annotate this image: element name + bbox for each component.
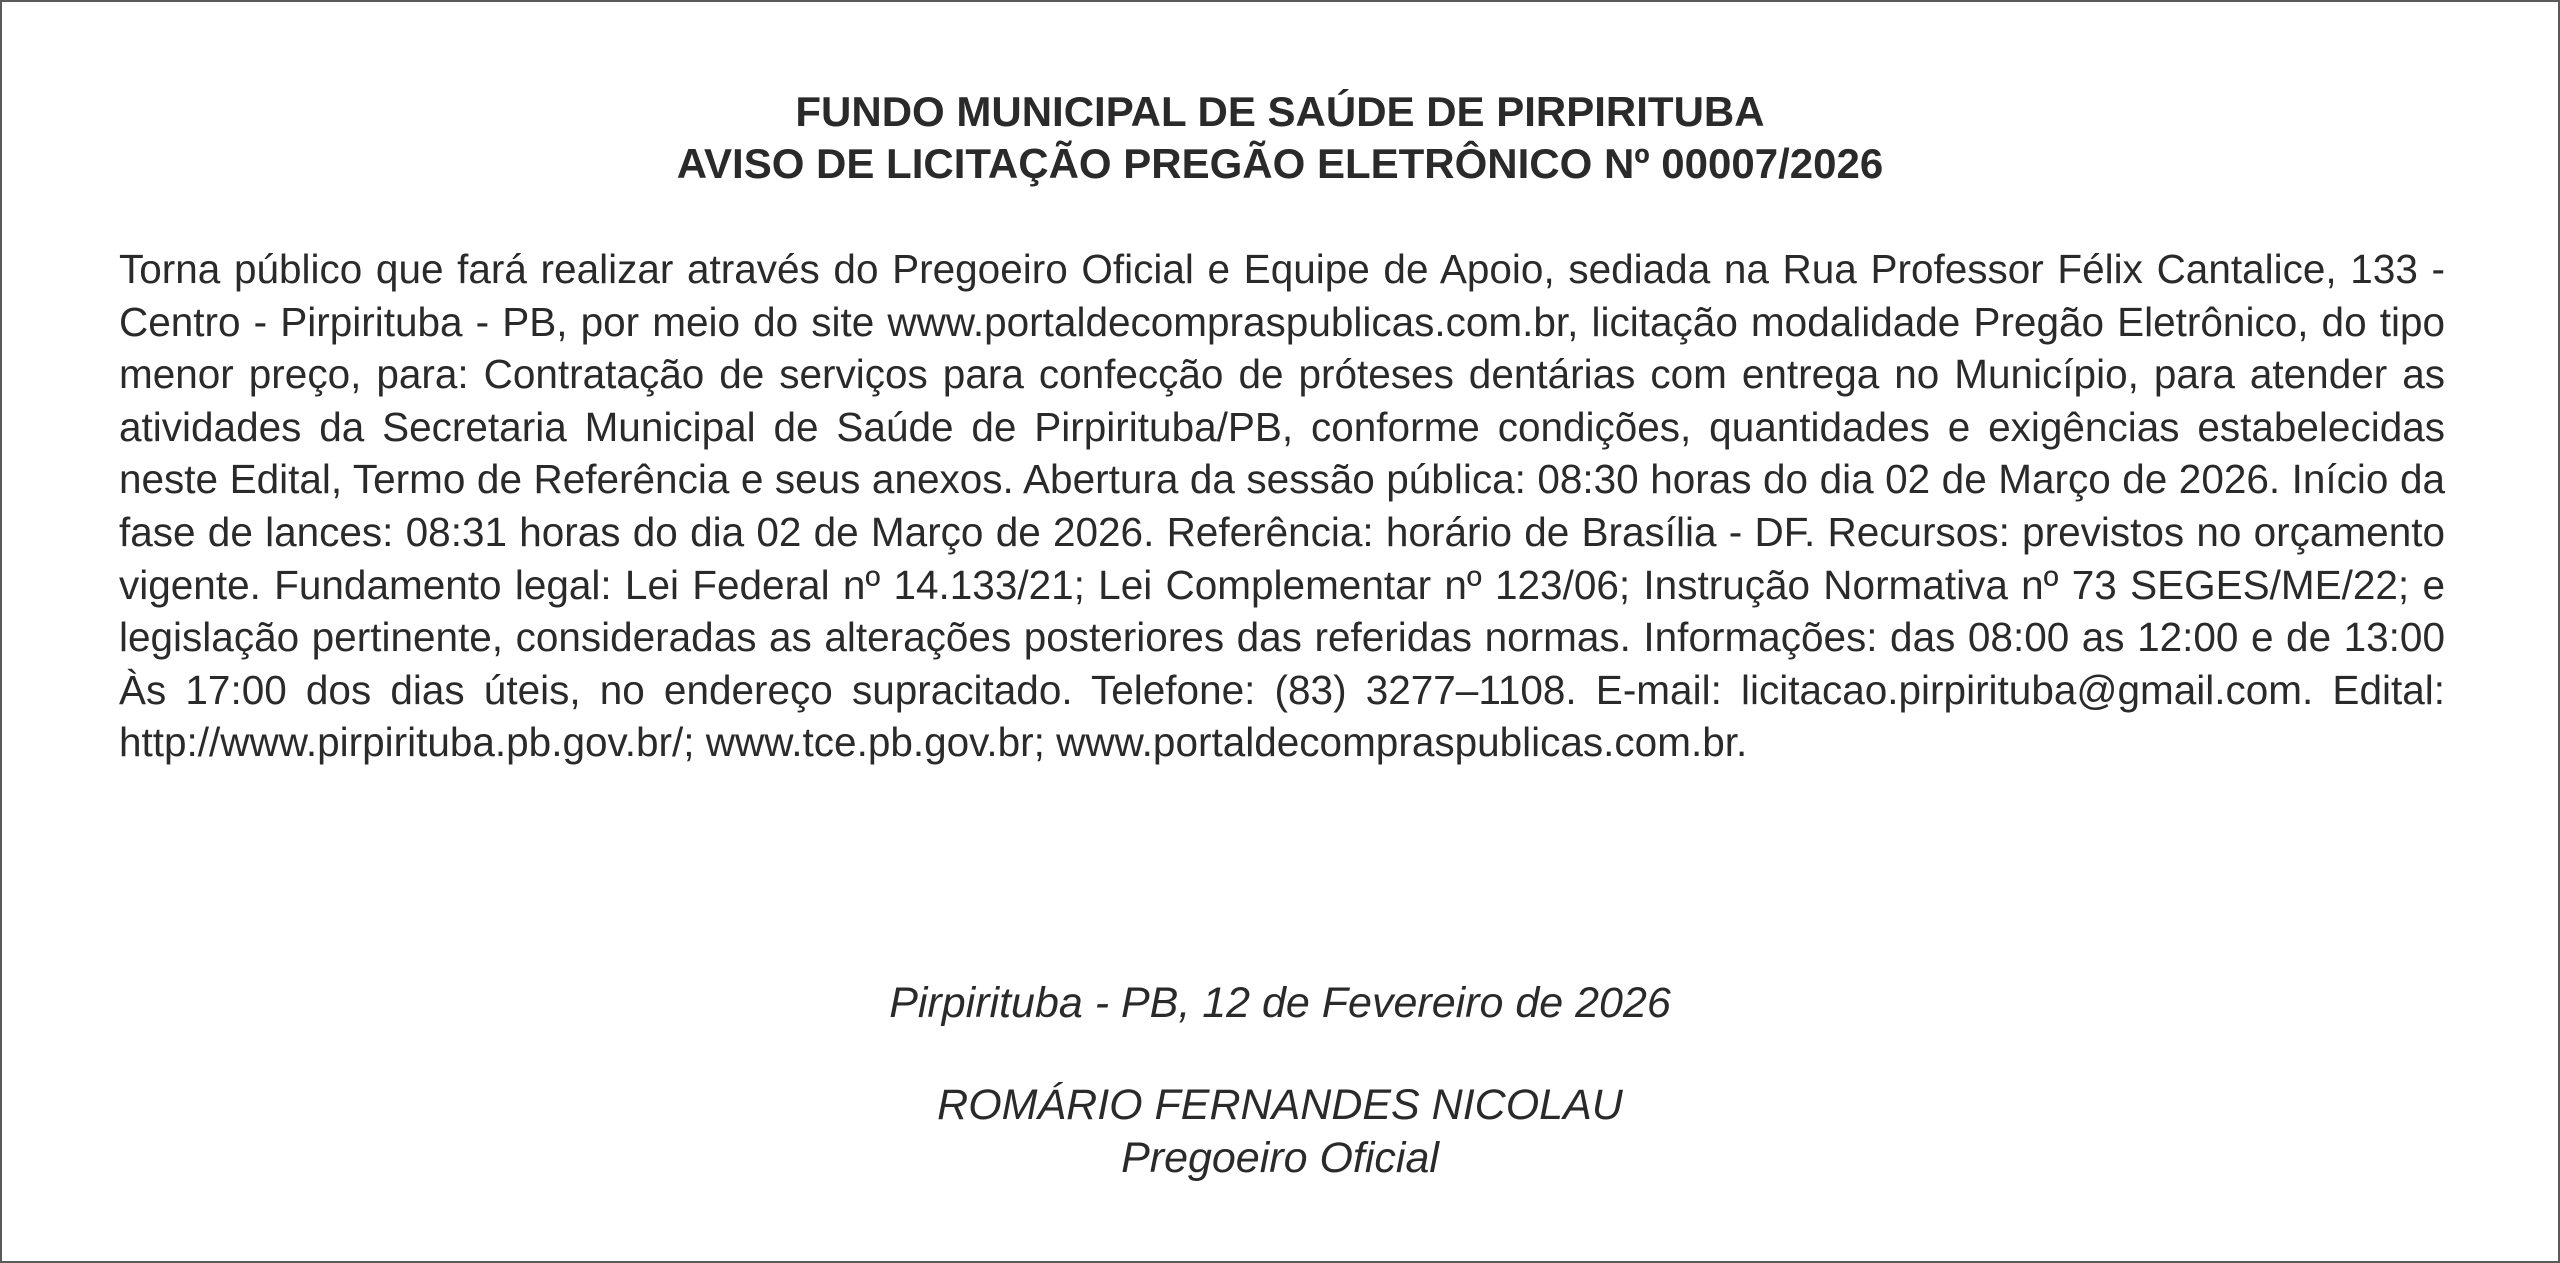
notice-closing xyxy=(2,977,2558,1185)
notice-title: AVISO DE LICITAÇÃO PREGÃO ELETRÔNICO Nº 00007/2026 xyxy=(676,140,1884,187)
notice-body: Torna público que fará realizar através do Pregoeiro Oficial e Equipe de Apoio, sediada na Rua Professor Félix Cantalice, 133 - Centro - Pirpirituba - PB, por meio do site www.portaldecompraspublicas.com.br, licitação modalidade Pregão Eletrônico, do tipo menor preço, para: Contratação de serviços para confecção de próteses dentárias com entrega no Município, para atender as atividades da Secretaria Municipal de Saúde de Pirpirituba/PB, conforme condições, quantidades e exigências estabelecidas neste Edital, Termo de Referência e seus anexos. Abertura da sessão pública: 08:30 horas do dia 02 de Março de 2026. Início da fase de lances: 08:31 horas do dia 02 de Março de 2026. Referência: horário de Brasília - DF. Recursos: previstos no orçamento vigente. Fundamento legal: Lei Federal nº 14.133/21; Lei Complementar nº 123/06; Instrução Normativa nº 73 SEGES/ME/22; e legislação pertinente, consideradas as alterações posteriores das referidas normas. Informações: das 08:00 as 12:00 e de 13:00 Às 17:00 dos dias úteis, no endereço supracitado. Telefone: (83) 3277–1108. E-mail: licitacao.pirpirituba@gmail.com. Edital: http://www.pirpirituba.pb.gov.br/; www.tce.pb.gov.br; www.portaldecompraspublicas.com.br. xyxy=(119,246,2445,766)
notice-header xyxy=(2,86,2558,190)
signer-role: Pregoeiro Oficial xyxy=(1121,1134,1439,1182)
institution-title: FUNDO MUNICIPAL DE SAÚDE DE PIRPIRITUBA xyxy=(795,88,1765,135)
place-date: Pirpirituba - PB, 12 de Fevereiro de 2026 xyxy=(889,979,1671,1027)
signer-name: ROMÁRIO FERNANDES NICOLAU xyxy=(937,1081,1623,1129)
